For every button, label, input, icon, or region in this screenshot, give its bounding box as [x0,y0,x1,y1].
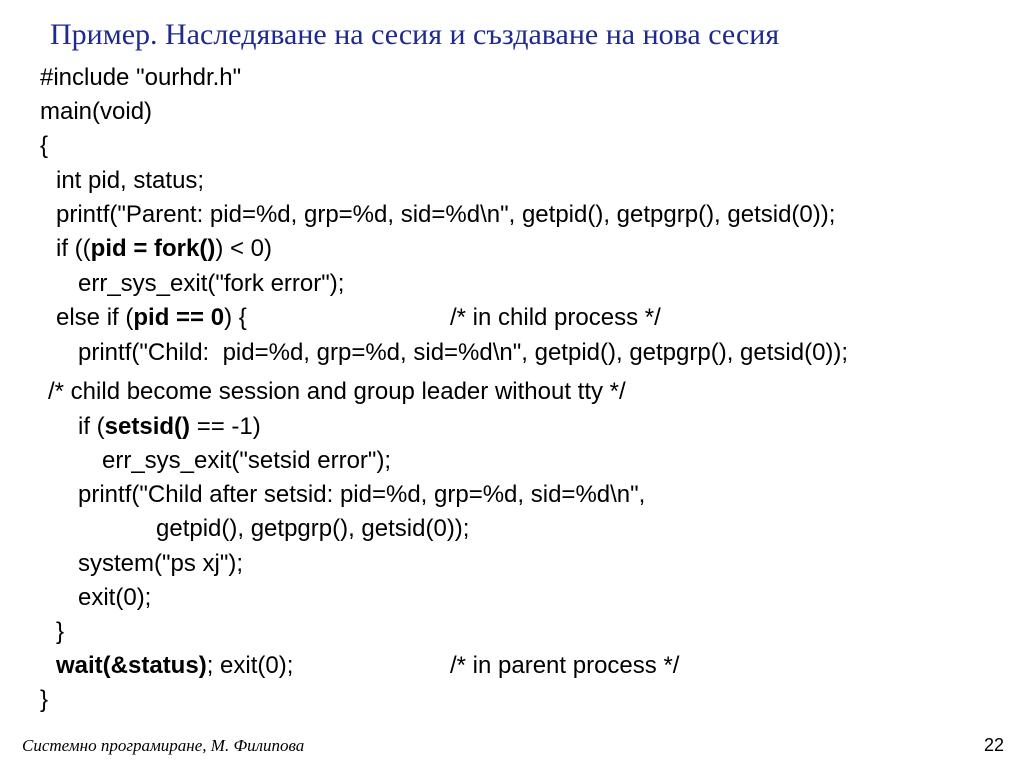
code-text: == -1) [190,413,261,440]
code-line [78,480,645,510]
code-text: int pid, status; [56,167,205,194]
code-line [102,446,391,476]
code-text: ) < 0) [215,235,273,262]
code-text: if ( [78,413,105,440]
code-text: exit(0); [78,584,152,611]
code-line [40,131,48,161]
code-keyword: wait(&status) [56,652,207,679]
code-text: printf("Parent: pid=%d, grp=%d, sid=%d\n", getpid(), getpgrp(), getsid(0)); [56,201,836,228]
code-text: main(void) [40,98,153,125]
code-line [56,166,204,196]
code-keyword: setsid() [104,413,191,440]
code-text: ) { [224,304,247,331]
code-text: printf("Child: pid=%d, grp=%d, sid=%d\n", getpid(), getpgrp(), getsid(0)); [78,339,849,366]
code-line [56,234,272,264]
code-text: system("ps xj"); [78,550,244,577]
code-line [56,651,293,681]
code-text: err_sys_exit("fork error"); [78,270,345,297]
code-line [40,63,241,93]
code-line [40,97,152,127]
code-line [78,549,243,579]
code-line [40,685,48,715]
code-comment: /* in parent process */ [450,652,680,679]
slide-footer: Системно програмиране, М. Филипова [22,736,305,755]
page-number: 22 [983,735,1004,755]
code-text: getpid(), getpgrp(), getsid(0)); [156,515,470,542]
code-line [78,338,848,368]
code-keyword: pid == 0 [133,304,225,331]
code-line [56,617,64,647]
code-line [78,583,151,613]
code-line [56,200,835,230]
code-text: } [56,618,65,645]
code-text: printf("Child after setsid: pid=%d, grp=%d, sid=%d\n", [78,481,646,508]
code-text: /* child become session and group leader without tty */ [48,378,626,405]
slide-title: Пример. Наследяване на сесия и създаване на нова сесия [50,18,780,51]
code-line [56,303,247,333]
code-text: else if ( [56,304,134,331]
code-text: err_sys_exit("setsid error"); [102,447,392,474]
code-line [156,514,469,544]
code-line [78,412,261,442]
code-text: { [40,132,49,159]
code-text: ; exit(0); [206,652,294,679]
code-line [78,269,344,299]
code-text: } [40,686,49,713]
code-text: #include "ourhdr.h" [40,64,242,91]
code-text: if (( [56,235,91,262]
code-comment: /* in child process */ [450,304,661,331]
code-line [48,377,626,407]
code-keyword: pid = fork() [90,235,216,262]
